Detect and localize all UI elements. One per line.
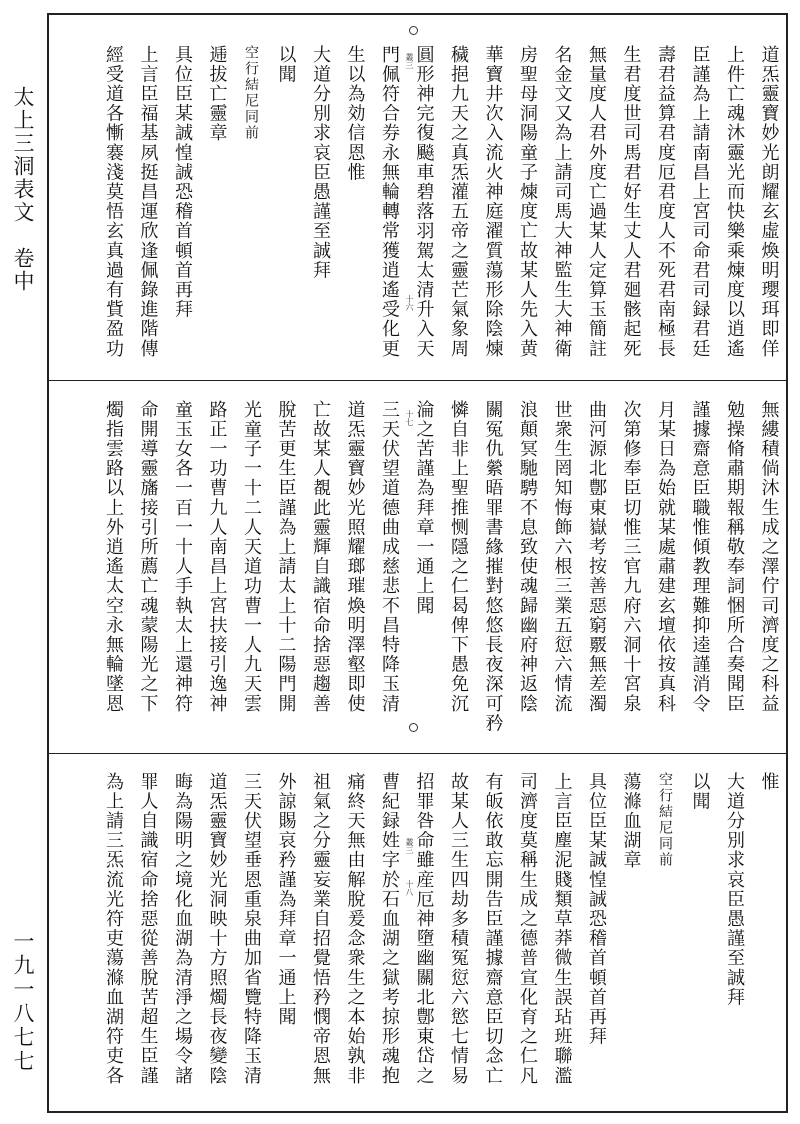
text-column: 大道分別求哀臣愚謹至誠拜	[310, 45, 331, 281]
panel-divider	[49, 380, 786, 381]
text-column: 月某日為始就某處肅建玄壇依按真科	[655, 400, 676, 714]
text-column: 故某人三生四劫多積冤愆六慾七情易	[448, 772, 469, 1086]
text-column: 司濟度莫稱生成之德普宣化育之仁凡	[517, 772, 538, 1086]
text-column: 淪之苦謹為拜章一通上聞	[413, 400, 435, 616]
text-column: 脫苦更生臣謹為上請太上十二陽門開	[275, 400, 297, 714]
text-column: 亡故某人覩此靈輝自識宿命捨惡趨善	[310, 400, 331, 714]
text-column: 房聖母洞陽童子煉度亡故某人先入黄	[517, 45, 538, 359]
text-column: 上件亡魂沐靈光而快樂乘煉度以逍遙	[724, 45, 745, 359]
running-title: 太上三洞表文 卷中	[11, 86, 35, 293]
text-column: 次第修奉臣切惟三官九府六洞十宮泉	[620, 400, 642, 714]
text-column: 命開導靈旛接引所薦亡魂蒙陽光之下	[137, 400, 159, 714]
folio-mark: 叢三	[405, 53, 414, 69]
text-column: 憐自非上聖推恻隱之仁曷俾下愚免沉	[448, 400, 469, 714]
text-column: 痛終天無由解脫爰念衆生之本始孰非	[344, 772, 366, 1086]
text-column: 上言臣塵泥賤類草莽微生誤玷班聯濫	[551, 772, 573, 1086]
folio-mark: 叢三	[405, 838, 414, 854]
text-column: 路正一功曹九人南昌上宮扶接引逸神	[206, 400, 228, 714]
text-column: 道炁靈寶妙光洞映十方照燭長夜變陰	[206, 772, 228, 1086]
text-column: 謹據齋意臣職惟傾教理難抑逵謹消令	[689, 400, 711, 714]
text-column: 門佩符合券永無輪轉常獲逍遙受化更	[379, 45, 400, 359]
text-column: 空行結尼同前	[243, 45, 259, 141]
page-frame	[47, 13, 788, 1113]
text-column: 曹紀録姓字於石血湖之獄考掠形魂抱	[379, 772, 400, 1086]
text-column: 有皈依敢忘開告臣謹據齋意臣切念亡	[482, 772, 504, 1086]
text-column: 惟	[758, 772, 780, 792]
text-column: 招罪咎命雖産厄神墮幽關北鄷東岱之	[413, 772, 435, 1086]
text-column: 浪顛冥馳騁不息致使魂歸幽府神返陰	[517, 400, 538, 714]
text-column: 生以為効信恩惟	[344, 45, 366, 183]
text-column: 具位臣某誠惶誠恐稽首頓首再拜	[586, 772, 607, 1047]
text-column: 無縷積倘沐生成之澤佇司濟度之科益	[758, 400, 780, 714]
text-column: 曲河源北鄷東嶽考按善惡窮覈無差濁	[586, 400, 607, 714]
text-column: 三天伏望垂恩重泉曲加省覽特降玉清	[241, 772, 262, 1086]
page-number: 一九一八七七	[11, 930, 35, 1074]
text-panel-middle	[49, 400, 786, 746]
text-column: 上言臣福基夙挺昌運欣逢佩錄進階傳	[137, 45, 159, 359]
text-column: 大道分別求哀臣愚謹至誠拜	[724, 772, 745, 1008]
text-column: 罪人自識宿命捨惡從善脫苦超生臣謹	[137, 772, 159, 1086]
text-column: 圓形神完復飈車碧落羽駕太清升入天	[413, 45, 435, 359]
folio-mark: 十八	[405, 880, 414, 896]
text-column: 晦為陽明之境化血湖為清淨之場令諸	[172, 772, 193, 1086]
text-panel-top	[49, 45, 786, 375]
text-column: 臣謹為上請南昌上宮司命君司録君廷	[689, 45, 711, 359]
text-column: 關冤仇縈晤罪書緣摧對悠悠長夜深可矜	[482, 400, 504, 734]
text-column: 蕩滌血湖章	[620, 772, 642, 870]
text-panel-bottom	[49, 772, 786, 1108]
text-column: 名金文又為上請司馬大神監生大神衛	[551, 45, 573, 359]
binding-hole	[409, 26, 418, 35]
panel-divider	[49, 753, 786, 754]
text-column: 為上請三炁流光符吏蕩滌血湖符吏各	[103, 772, 124, 1086]
text-column: 外諒賜哀矜謹為拜章一通上聞	[275, 772, 297, 1027]
text-column: 世衆生罔知悔飾六根三業五愆六情流	[551, 400, 573, 714]
folio-mark: 十七	[405, 410, 414, 426]
text-column: 華寶井次入流火神庭濯質蕩形除陰煉	[482, 45, 504, 359]
text-column: 童玉女各一百一十人手執太上還神符	[172, 400, 193, 714]
text-column: 壽君益算君度厄君度人不死君南極長	[655, 45, 676, 359]
text-column: 無量度人君外度亡過某人定算玉簡註	[586, 45, 607, 359]
text-column: 道炁靈寶妙光朗耀玄虛煥明瓔珥即佯	[758, 45, 780, 359]
folio-mark: 十六	[405, 295, 414, 311]
text-column: 燭指雲路以上外逍遙太空永無輪墜恩	[103, 400, 124, 714]
text-column: 三天伏望道德曲成慈悲不昌特降玉清	[379, 400, 400, 714]
text-column: 逓拔亡靈章	[206, 45, 228, 143]
text-column: 以聞	[275, 45, 297, 85]
text-column: 生君度世司馬君好生丈人君廻骸起死	[620, 45, 642, 359]
text-column: 具位臣某誠惶誠恐稽首頓首再拜	[172, 45, 193, 320]
text-column: 祖氣之分靈妄業自招覺悟矜憫帝恩無	[310, 772, 331, 1086]
text-column: 穢挹九天之真炁灌五帝之靈芒氣象周	[448, 45, 469, 359]
text-column: 經受道各慚褰淺莫悟玄真過有貲盈功	[103, 45, 124, 359]
text-column: 以聞	[689, 772, 711, 812]
text-column: 空行結尼同前	[657, 772, 673, 868]
text-column: 勉操脩肅期報稱敬奉詞悃所合奏聞臣	[724, 400, 745, 714]
text-column: 光童子一十二人天道功曹一人九天雲	[241, 400, 262, 714]
text-column: 道炁靈寶妙光照耀瑯璀煥明澤壑即使	[344, 400, 366, 714]
